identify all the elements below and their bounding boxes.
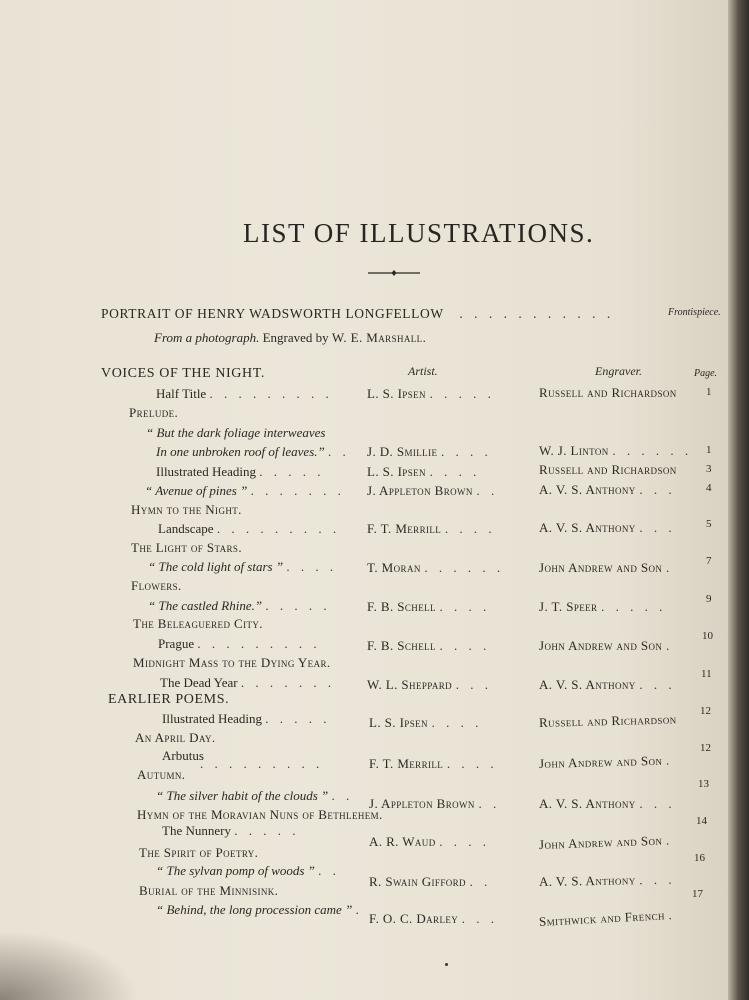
entry-artist: F. B. Schell . . . . (367, 638, 491, 653)
entry-engraver: Smithwick and French . (538, 906, 677, 929)
entry-page: 1 (706, 386, 712, 398)
header-artist: Artist. (408, 364, 438, 378)
poem-light-stars: The Light of Stars. (131, 540, 242, 555)
book-edge (728, 0, 749, 1000)
entry-engraver: John Andrew and Son . (538, 832, 674, 852)
entry-page: 7 (706, 555, 712, 567)
entry-subject: Landscape . . . . . . . . . (158, 521, 341, 536)
portrait-engraved-by: Engraved by (262, 330, 329, 345)
poem-spirit: The Spirit of Poetry. (139, 845, 259, 860)
entry-artist: T. Moran . . . . . . (367, 560, 505, 575)
portrait-credit (154, 330, 426, 346)
entry-subject: Illustrated Heading . . . . . (162, 711, 331, 726)
poem-flowers: Flowers. (131, 578, 182, 593)
header-page: Page. (694, 368, 718, 379)
portrait-entry: PORTRAIT OF HENRY WADSWORTH LONGFELLOW . . . . . . . . . . . (101, 306, 615, 321)
entry-engraver: John Andrew and Son . (538, 752, 674, 771)
entry-subject: “ But the dark foliage interweaves (146, 425, 326, 440)
entry-leader: . . . . . . . . . (200, 756, 324, 771)
entry-subject: Illustrated Heading . . . . . (156, 464, 325, 479)
entry-page: 17 (692, 888, 703, 900)
entry-engraver: A. V. S. Anthony . . . (539, 482, 676, 497)
entry-engraver: Russell and Richardson (538, 711, 677, 730)
entry-engraver: A. V. S. Anthony . . . (539, 677, 676, 692)
entry-page: 9 (706, 593, 712, 605)
section-earlier: EARLIER POEMS. (108, 692, 230, 707)
portrait-source: From a photograph. (154, 330, 260, 345)
entry-subject: “ The sylvan pomp of woods ” . . (156, 863, 340, 878)
entry-page: 16 (694, 852, 705, 864)
entry-subject: “ The silver habit of the clouds ” . . (156, 788, 354, 803)
entry-page: 13 (698, 778, 709, 790)
entry-page: 1 (706, 444, 712, 456)
entry-subject: “ The castled Rhine.” . . . . . (148, 598, 331, 613)
entry-artist: A. R. Waud . . . . (369, 834, 490, 849)
poem-moravian: Hymn of the Moravian Nuns of Bethlehem. (137, 807, 383, 822)
section-voices: VOICES OF THE NIGHT. (101, 366, 265, 381)
entry-engraver: Russell and Richardson (539, 385, 677, 400)
page-title: LIST OF ILLUSTRATIONS. (243, 218, 595, 248)
ornament-rule (368, 267, 420, 279)
entry-page: 12 (700, 705, 711, 717)
entry-engraver: A. V. S. Anthony . . . (539, 520, 676, 535)
poem-april: An April Day. (135, 730, 216, 745)
entry-artist: F. T. Merrill . . . . (367, 521, 496, 536)
entry-engraver: John Andrew and Son . (539, 560, 674, 575)
portrait-label: PORTRAIT OF HENRY WADSWORTH LONGFELLOW (101, 306, 444, 321)
entry-page: 4 (706, 482, 712, 494)
entry-engraver: A. V. S. Anthony . . . (539, 796, 676, 811)
poem-beleaguered: The Beleaguered City. (133, 616, 263, 631)
entry-subject: Arbutus (162, 748, 204, 763)
poem-autumn: Autumn. (137, 767, 186, 782)
entry-subject: “ Avenue of pines ” . . . . . . . (145, 483, 345, 498)
entry-artist: F. O. C. Darley . . . (369, 911, 499, 926)
entry-subject: “ The cold light of stars ” . . . . (148, 559, 338, 574)
entry-artist: J. Appleton Brown . . (367, 483, 499, 498)
entry-artist: J. D. Smillie . . . . (367, 444, 492, 459)
entry-subject: In one unbroken roof of leaves.” . . (156, 444, 350, 459)
entry-page: 10 (702, 630, 713, 642)
entry-subject: The Dead Year . . . . . . . (160, 675, 336, 690)
entry-page: 11 (701, 668, 712, 680)
entry-artist: F. B. Schell . . . . (367, 599, 491, 614)
entry-page: 14 (696, 815, 707, 827)
header-engraver: Engraver. (595, 364, 642, 378)
poem-hymn-night: Hymn to the Night. (131, 502, 242, 517)
page-shadow (0, 930, 140, 1000)
entry-subject: Prague . . . . . . . . . (158, 636, 321, 651)
entry-engraver: A. V. S. Anthony . . . (538, 871, 676, 889)
entry-artist: F. T. Merrill . . . . (369, 756, 498, 771)
entry-artist: J. Appleton Brown . . (369, 796, 501, 811)
entry-engraver: John Andrew and Son . (539, 638, 674, 653)
portrait-engraver: W. E. Marshall. (331, 330, 427, 345)
entry-page: 12 (700, 742, 711, 754)
page-mark (445, 963, 448, 966)
entry-artist: L. S. Ipsen . . . . (367, 464, 481, 479)
entry-engraver: W. J. Linton . . . . . . (539, 443, 693, 458)
poem-prelude: Prelude. (129, 405, 179, 420)
entry-page: 5 (706, 518, 712, 530)
portrait-position: Frontispiece. (668, 307, 721, 318)
entry-artist: R. Swain Gifford . . (369, 874, 492, 889)
entry-subject: Half Title . . . . . . . . . (156, 386, 333, 401)
entry-page: 3 (706, 463, 712, 475)
entry-artist: L. S. Ipsen . . . . (369, 715, 483, 730)
poem-midnight: Midnight Mass to the Dying Year. (133, 655, 331, 670)
entry-engraver: J. T. Speer . . . . . (539, 599, 667, 614)
entry-subject: “ Behind, the long procession came ” . (156, 902, 363, 917)
poem-minnisink: Burial of the Minnisink. (139, 883, 279, 898)
entry-artist: W. L. Sheppard . . . (367, 677, 492, 692)
entry-subject: The Nunnery . . . . . (162, 823, 300, 838)
entry-engraver: Russell and Richardson (539, 462, 677, 477)
entry-artist: L. S. Ipsen . . . . . (367, 386, 495, 401)
